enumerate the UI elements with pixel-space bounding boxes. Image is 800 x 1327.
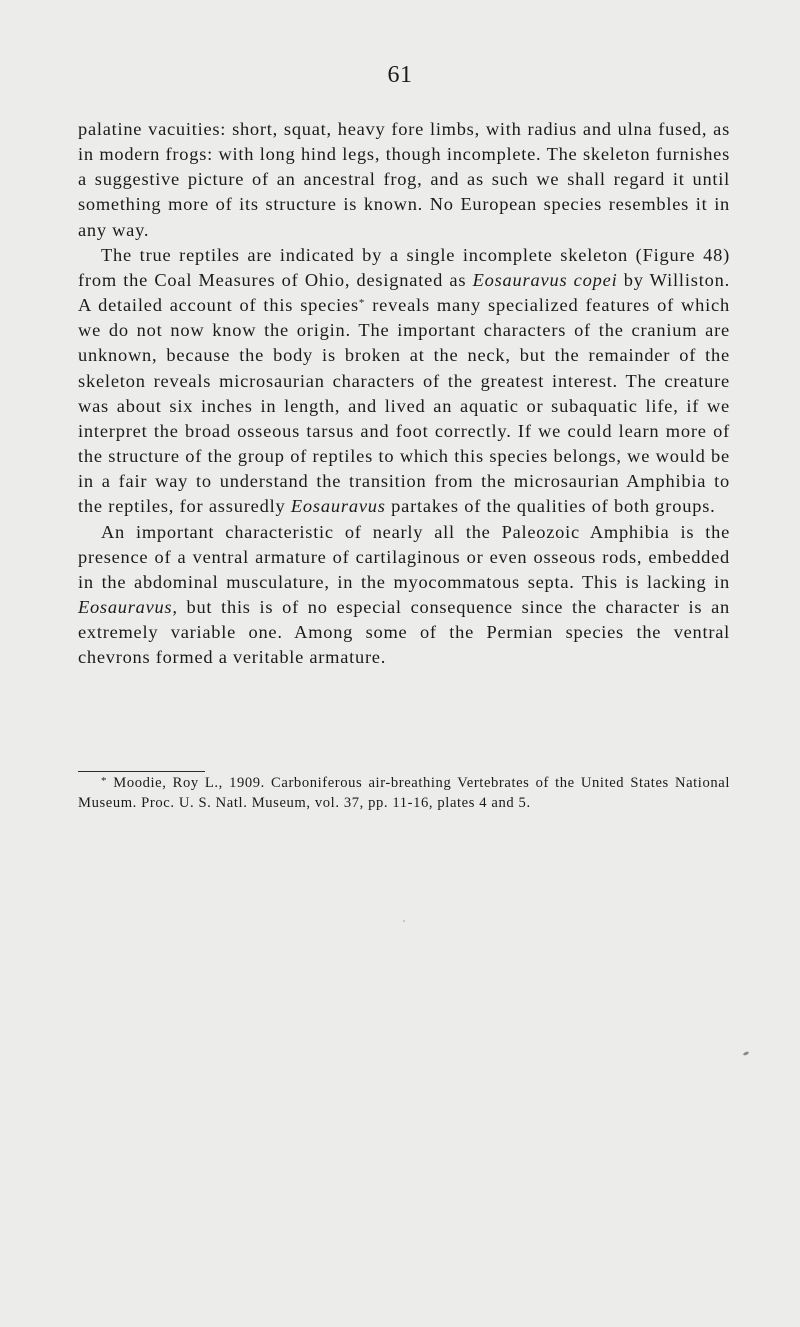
footnote-citation: Moodie, Roy L., 1909. Carboniferous air-breathing Vertebrates of the United States National Museum. Proc. U. S. Natl. Museum, vol. 37, pp. 11-16, plates 4 and 5. — [78, 775, 730, 811]
footnote — [78, 774, 730, 813]
species-name: Eosauravus — [290, 496, 386, 517]
footnote-reference: * — [358, 297, 366, 310]
text-run: reveals many specialized features of which we do not now know the origin. The important characters of the cranium are unknown, because the body is broken at the neck, but the remainder of the skeleton reveals microsaurian characters of the greatest interest. The creature was about six inches in length, and lived an aquatic or subaquatic life, if we interpret the broad osseous tarsus and foot correctly. If we could learn more of the structure of the group of reptiles to which this species belongs, we would be in a fair way to understand the transition from the microsaurian Amphibia to the reptiles, for assuredly — [78, 295, 730, 517]
footnote-text — [78, 774, 730, 813]
paper-speck — [743, 1051, 750, 1056]
text-run: The true reptiles are indicated by a single incomplete skeleton (Figure 48) from the Coal Measures of Ohio, designated as — [78, 244, 730, 290]
footnote-divider — [78, 771, 205, 772]
text-run: palatine vacuities: short, squat, heavy fore limbs, with radius and ulna fused, as in modern frogs: with long hind legs, though incomplete. The skeleton furnishes a suggestive picture of an ancestral frog, and as such we shall regard it until something more of its structure is known. No European species resembles it in any way. — [78, 119, 730, 240]
text-run: partakes of the qualities of both groups. — [385, 496, 716, 517]
species-name: Eosauravus copei — [472, 269, 618, 290]
species-name: Eosauravus, — [78, 596, 178, 617]
text-run: An important characteristic of nearly all the Paleozoic Amphibia is the presence of a ventral armature of cartilaginous or even osseous rods, embedded in the abdominal musculature, in the myocommatous septa. This is lacking in — [78, 521, 730, 592]
page-number: 61 — [387, 62, 413, 88]
paragraph — [78, 117, 730, 243]
text-run: but this is of no especial consequence since the character is an extremely variable one. Among some of the Permian species the ventral chevrons formed a veritable armature. — [78, 596, 730, 668]
footnote-marker: * — [101, 775, 108, 787]
paragraph — [78, 243, 730, 520]
paper-speck — [403, 920, 405, 922]
body-text — [78, 117, 730, 670]
text-run: by Williston. A detailed account of this species — [78, 269, 730, 316]
paragraph — [78, 520, 730, 671]
